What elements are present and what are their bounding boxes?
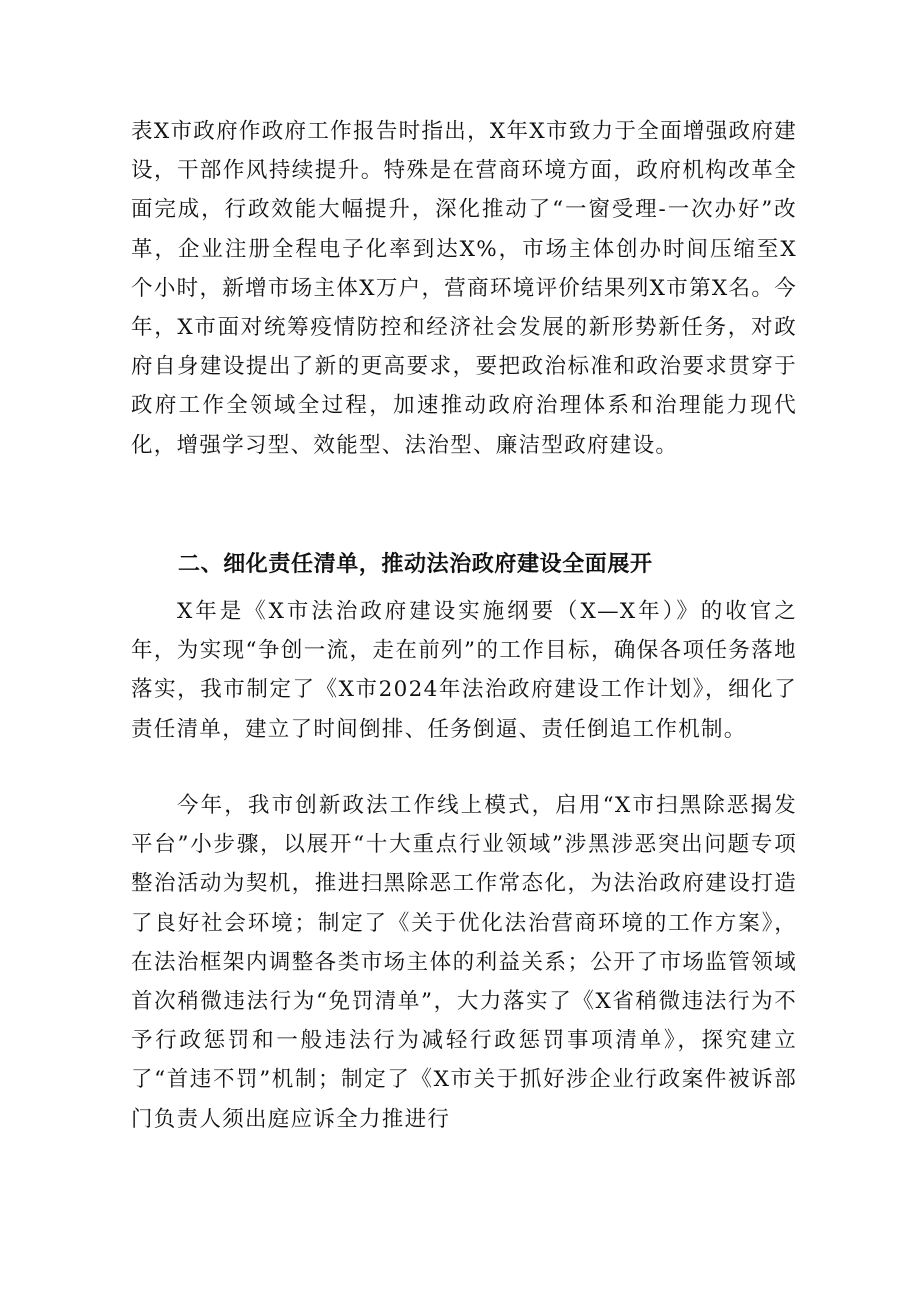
body-paragraph-1: 表X市政府作政府工作报告时指出，X年X市致力于全面增强政府建设，干部作风持续提升。特殊是在营商环境方面，政府机构改革全面完成，行政效能大幅提升，深化推动了“一窗受理-一次办好”改革，企业注册全程电子化率到达X%，市场主体创办时间压缩至X个小时，新增市场主体X万户，营商环境评价结果列X市第X名。今年，X市面对统筹疫情防控和经济社会发展的新形势新任务，对政府自身建设提出了新的更高要求，要把政治标准和政治要求贯穿于政府工作全领域全过程，加速推动政府治理体系和治理能力现代化，增强学习型、效能型、法治型、廉洁型政府建设。	[131, 119, 797, 458]
section-heading: 二、细化责任清单，推动法治政府建设全面展开	[178, 552, 653, 577]
body-paragraph-3: 今年，我市创新政法工作线上模式，启用“X市扫黑除恶揭发平台”小步骤，以展开“十大重点行业领域”涉黑涉恶突出问题专项整治活动为契机，推进扫黑除恶工作常态化，为法治政府建设打造了良好社会环境；制定了《关于优化法治营商环境的工作方案》，在法治框架内调整各类市场主体的利益关系；公开了市场监管领域首次稍微违法行为“免罚清单”，大力落实了《X省稍微违法行为不予行政惩罚和一般违法行为减轻行政惩罚事项清单》，探究建立了“首违不罚”机制；制定了《X市关于抓好涉企业行政案件被诉部门负责人须出庭应诉全力推进行	[131, 793, 797, 1132]
body-paragraph-2: X年是《X市法治政府建设实施纲要（X—X年）》的收官之年，为实现“争创一流，走在前列”的工作目标，确保各项任务落地落实，我市制定了《X市2024年法治政府建设工作计划》，细化了责任清单，建立了时间倒排、任务倒逼、责任倒追工作机制。	[131, 599, 797, 742]
